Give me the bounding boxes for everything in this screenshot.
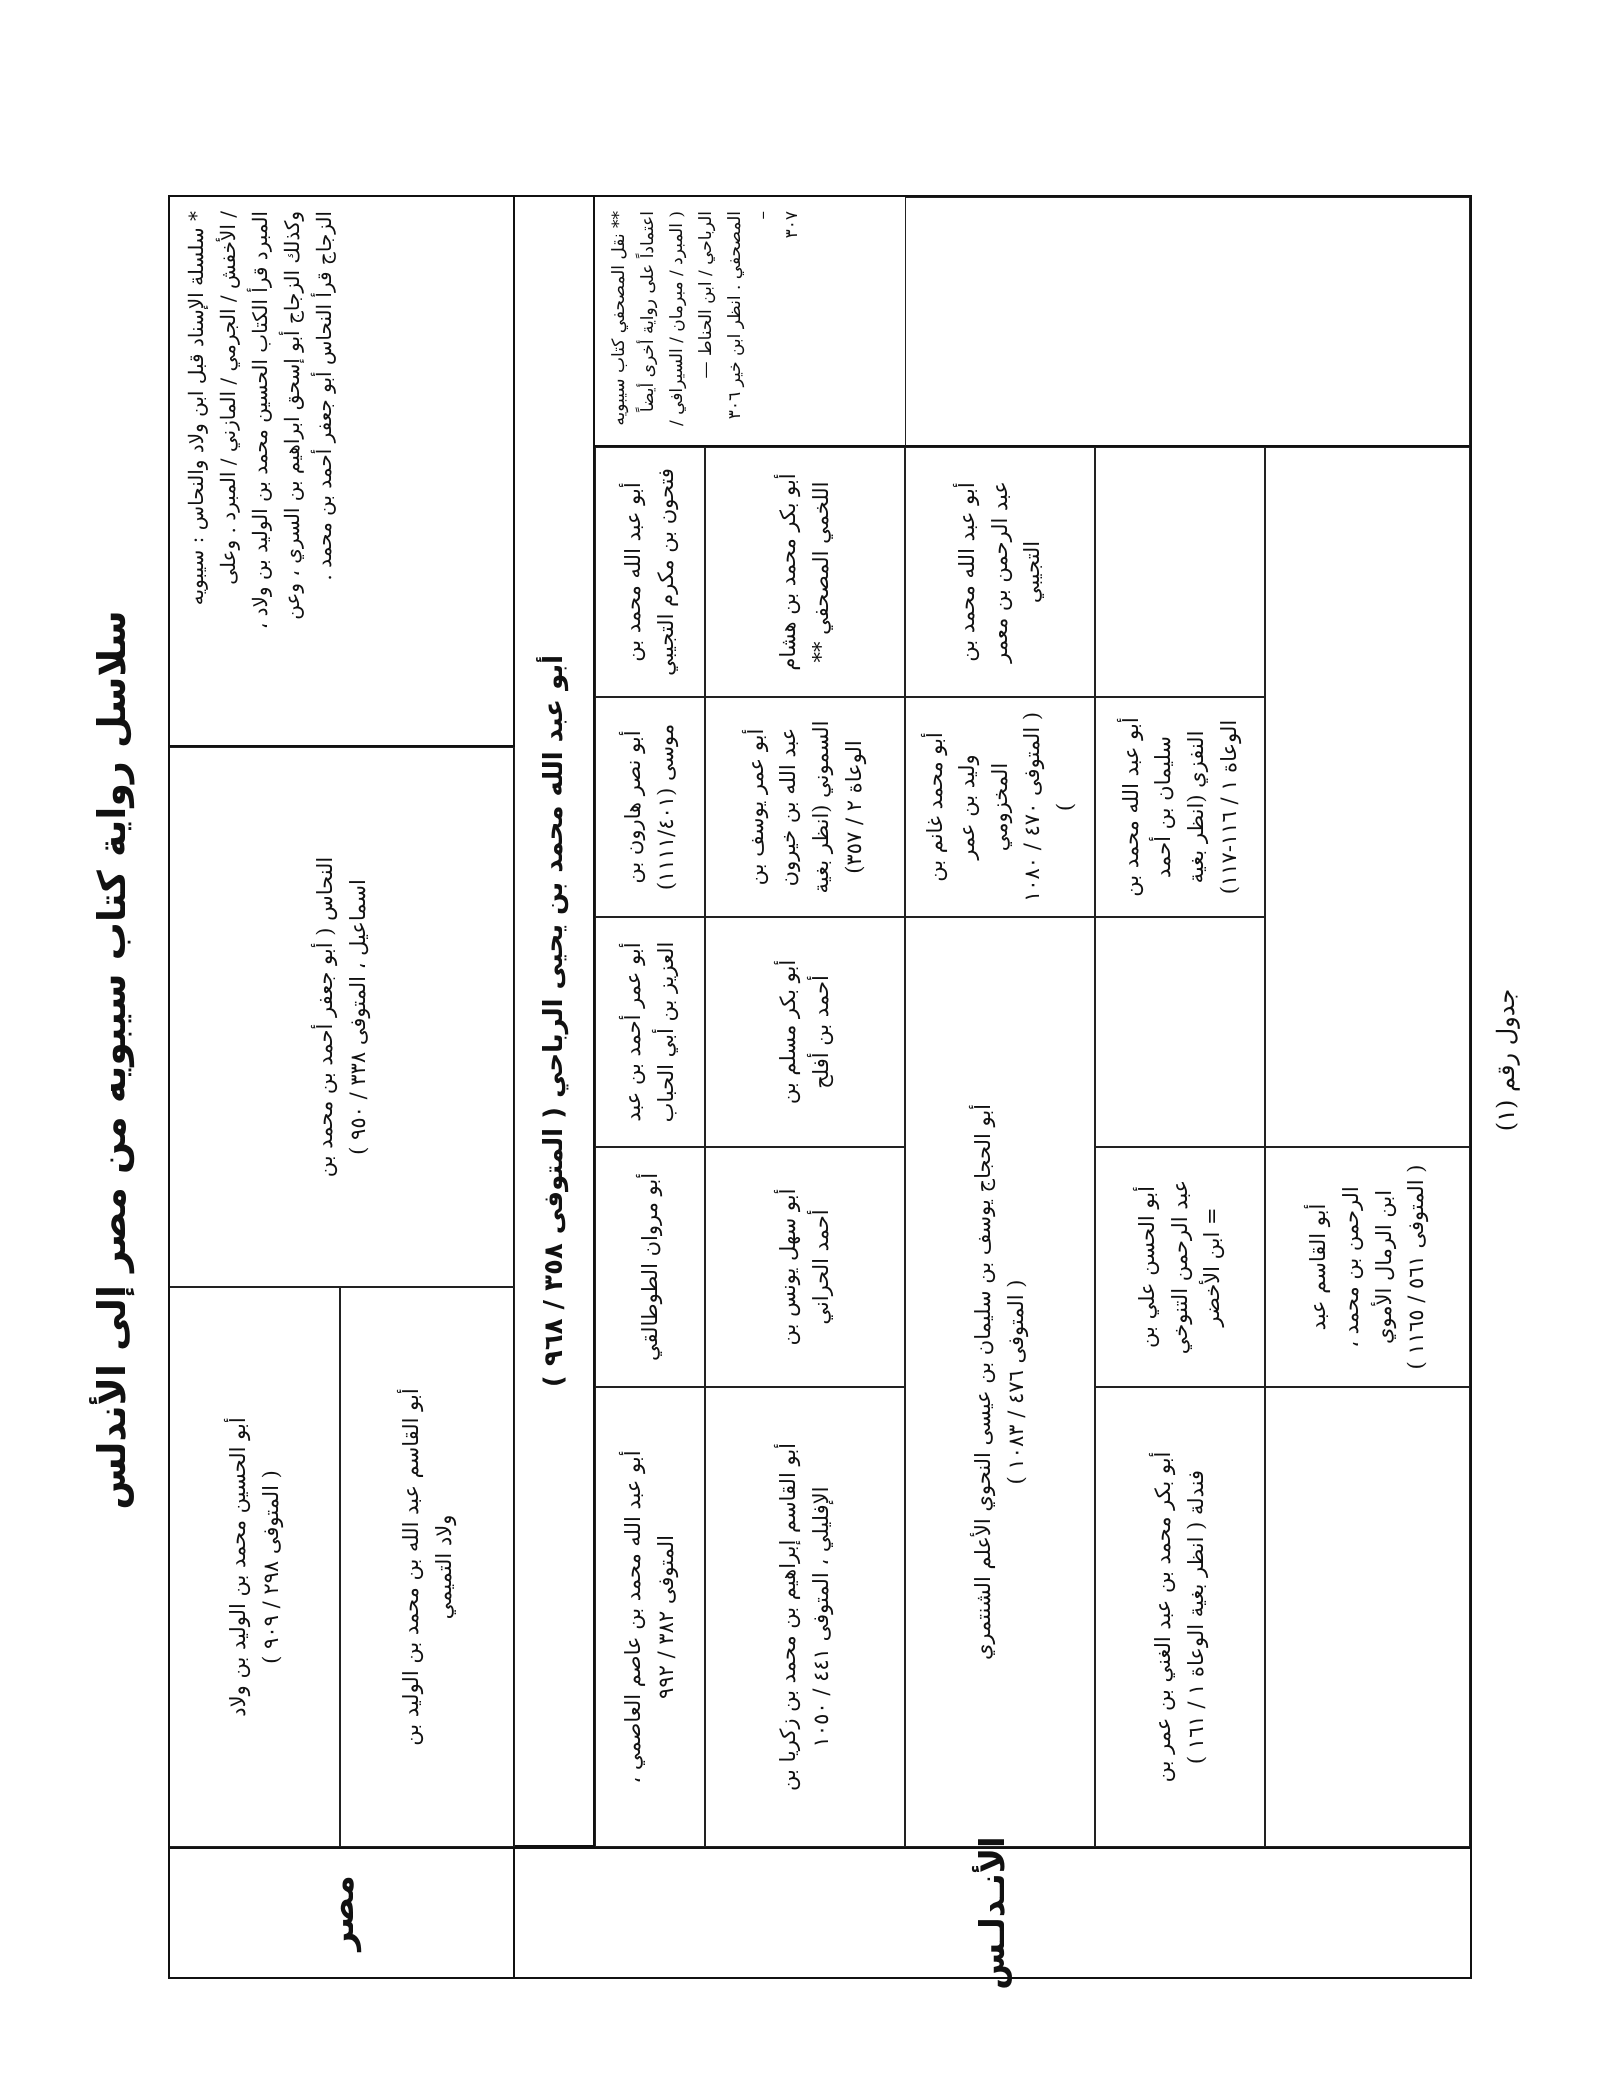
note-line: المبرد قرأ الكتاب الحسين محمد بن الوليد بن ولاد ، <box>248 211 272 630</box>
r1-harun-cell <box>595 697 705 917</box>
cell-line: أبو نصر هارون بن <box>621 730 646 884</box>
table-caption: جدول رقم (١) <box>1492 988 1520 1132</box>
r1-fathun-cell <box>595 447 705 697</box>
table-title: سلاسل رواية كتاب سيبويه من مصر إلى الأندلس <box>90 610 134 1510</box>
region-label-egypt: مصر <box>170 1847 513 1977</box>
cell-line: النحاس ( أبو جعفر أحمد بن محمد بن <box>313 856 338 1178</box>
cell-line: أحمد الحراني <box>809 1209 833 1325</box>
cell-line: ولاد التميمي <box>431 1514 456 1620</box>
cell-line: عبد الرحمن بن معمر <box>987 481 1012 663</box>
note-line: الزجاج قرأ النحاس أبو جعفر أحمد بن محمد . <box>312 211 336 581</box>
r2-harrani-cell <box>705 1147 905 1387</box>
cell-line: أبو مروان الطوطالقي <box>637 1172 662 1362</box>
note-line: / الأخفش / الجرمي / المازني / المبرد . وعلى <box>216 211 240 585</box>
note-line: الرباحي / ابن الحناط — <box>695 211 716 379</box>
cell-line: العزيز بن أبي الحباب <box>654 941 678 1123</box>
cell-line: فندلة ( انظر بغية الوعاة ١ / ١٦١ ) <box>1184 1469 1208 1765</box>
r4-empty-cell <box>1095 447 1265 697</box>
r1-ibn-abi-alhubab-cell <box>595 917 705 1147</box>
cell-line: أبو الحجاج يوسف بن سليمان بن عيسى النحوي الأعلم الشنتمري <box>971 1103 996 1661</box>
cell-line: أبو عبد الله محمد بن <box>1118 717 1143 897</box>
cell-line: فتحون بن مكرم التجيبي <box>654 468 678 676</box>
cell-line: أبو محمد غانم بن <box>922 732 947 882</box>
cell-line: ( المتوفى ٤٧٠ / ١٠٨٠ ) <box>1020 711 1077 903</box>
cell-line: التجيبي <box>1020 540 1045 604</box>
cell-line: ابن الرمال الأموي <box>1371 1189 1396 1345</box>
lineage-table <box>168 195 1472 1990</box>
cell-line: أبو عمر يوسف بن <box>743 728 768 886</box>
note-line: وكذلك الزجاج أبو إسحق ابراهيم بن السري ، وعن <box>280 211 304 620</box>
cell-line: أبو القاسم عبد الله بن محمد بن الوليد بن <box>398 1388 423 1746</box>
mushafi-riwaya-note <box>595 197 905 447</box>
r4-nafzi-cell <box>1095 697 1265 917</box>
note-line: * سلسلة الإسناد قبل ابن ولاد والنحاس : سيبويه <box>184 211 208 606</box>
cell-line: اسماعيل ، المتوفى ٣٣٨ / ٩٥٠ ) <box>346 879 370 1155</box>
r2-iflili-cell <box>705 1387 905 1847</box>
cell-line: أبو القاسم إبراهيم بن محمد بن زكريا بن <box>776 1443 801 1791</box>
cell-line: أبو سهل يونس بن <box>776 1188 801 1346</box>
cell-line: أحمد بن أفلح <box>809 975 833 1089</box>
cell-line: أبو الحسن علي بن <box>1135 1186 1160 1348</box>
egypt-ibn-wallad-cell <box>170 1287 340 1847</box>
r4-empty-cell <box>1095 917 1265 1147</box>
cell-line: أبو القاسم عبد <box>1306 1203 1331 1331</box>
cell-line: أبو الحسين محمد بن الوليد بن ولاد <box>225 1417 250 1717</box>
cell-line: أبو عبد الله محمد بن <box>621 482 646 662</box>
cell-line: الوعاة ٢ / ٣٥٧) <box>841 740 866 874</box>
egypt-abu-alqasim-cell <box>340 1287 515 1847</box>
note-line: المصحفي . انظر ابن خير ٣٠٦ – <box>724 211 774 420</box>
note-line: اعتماداً على رواية أخرى أيضاً <box>637 211 658 413</box>
egypt-isnad-note <box>170 197 515 747</box>
cell-line: اللخمي المصحفي ** <box>809 481 833 663</box>
cell-line: = ابن الأخضر <box>1200 1207 1225 1327</box>
r1-asimi-cell <box>595 1387 705 1847</box>
cell-line: أبو عبد الله محمد بن <box>955 482 980 662</box>
r3-alam-shantamari-cell <box>905 917 1095 1847</box>
cell-line: السموني (انظر بغية <box>809 720 833 894</box>
r2-ibn-khayrun-cell <box>705 697 905 917</box>
cell-line: النفزي (انظر بغية <box>1184 730 1208 884</box>
r3-ibn-muammar-cell <box>905 447 1095 697</box>
r3-ghanim-cell <box>905 697 1095 917</box>
note-line: ( المبرد / مبرمان / السيرافي / <box>666 211 687 427</box>
r5-empty-cell <box>1265 1387 1470 1847</box>
cell-line: ( المتوفى ٢٩٨ / ٩٠٩ ) <box>258 1470 283 1664</box>
r5-ibn-alrammal-cell <box>1265 1147 1470 1387</box>
r1-tutaliqi-cell <box>595 1147 705 1387</box>
r4-fandala-cell <box>1095 1387 1265 1847</box>
cell-line: الإفليلي ، المتوفى ٤٤١ / ١٠٥٠ <box>809 1486 833 1748</box>
cell-line: أبو بكر محمد بن هشام <box>776 473 801 671</box>
cell-line: الوعاة ١ / ١١٦-١١٧) <box>1216 719 1241 895</box>
egypt-nahhas-cell <box>170 747 515 1287</box>
cell-line: أبو عمر أحمد بن عبد <box>621 942 646 1122</box>
cell-line: ( المتوفى ٤٧٦ / ١٠٨٣ ) <box>1004 1279 1028 1485</box>
rotated-table-sheet <box>72 95 1577 2025</box>
cell-line: ( المتوفى ٥٦١ / ١١٦٥ ) <box>1404 1164 1429 1370</box>
region-egypt <box>170 197 515 1977</box>
r2-mushafi-cell <box>705 447 905 697</box>
cell-line: عبد الرحمن التنوخي <box>1167 1179 1192 1355</box>
cell-line: الرحمن بن محمد ، <box>1338 1186 1363 1348</box>
note-below-empty-cell <box>905 197 1470 447</box>
cell-line: أبو عبد الله محمد بن عاصم العاصمي ، <box>621 1450 646 1784</box>
note-line: ** نقل المصحفي كتاب سيبويه <box>609 211 629 426</box>
cell-line: عبد الله بن خيرون <box>776 727 801 887</box>
cell-line: المتوفى ٣٨٢ / ٩٩٢ <box>654 1535 678 1699</box>
region-andalus <box>515 197 1470 1990</box>
r2-ibn-aflah-cell <box>705 917 905 1147</box>
cell-line: أبو بكر مسلم بن <box>776 959 801 1105</box>
r5-empty-cell <box>1265 447 1470 1147</box>
r4-ibn-alakhdar-cell <box>1095 1147 1265 1387</box>
cell-line: وليد بن عمر المخزومي <box>955 754 1012 860</box>
cell-line: موسى (١١١١/٤٠١) <box>654 723 678 891</box>
note-line: ٣٠٧ <box>782 211 803 239</box>
rabahi-band: أبو عبد الله محمد بن يحيى الرباحي ( المتوفى ٣٥٨ / ٩٦٨ ) <box>515 197 595 1847</box>
cell-line: أبو بكر محمد بن عبد الغني بن عمر بن <box>1151 1451 1176 1783</box>
region-label-andalus: الأنـدلـس <box>515 1847 1470 1977</box>
cell-line: سليمان بن أحمد <box>1151 736 1176 879</box>
